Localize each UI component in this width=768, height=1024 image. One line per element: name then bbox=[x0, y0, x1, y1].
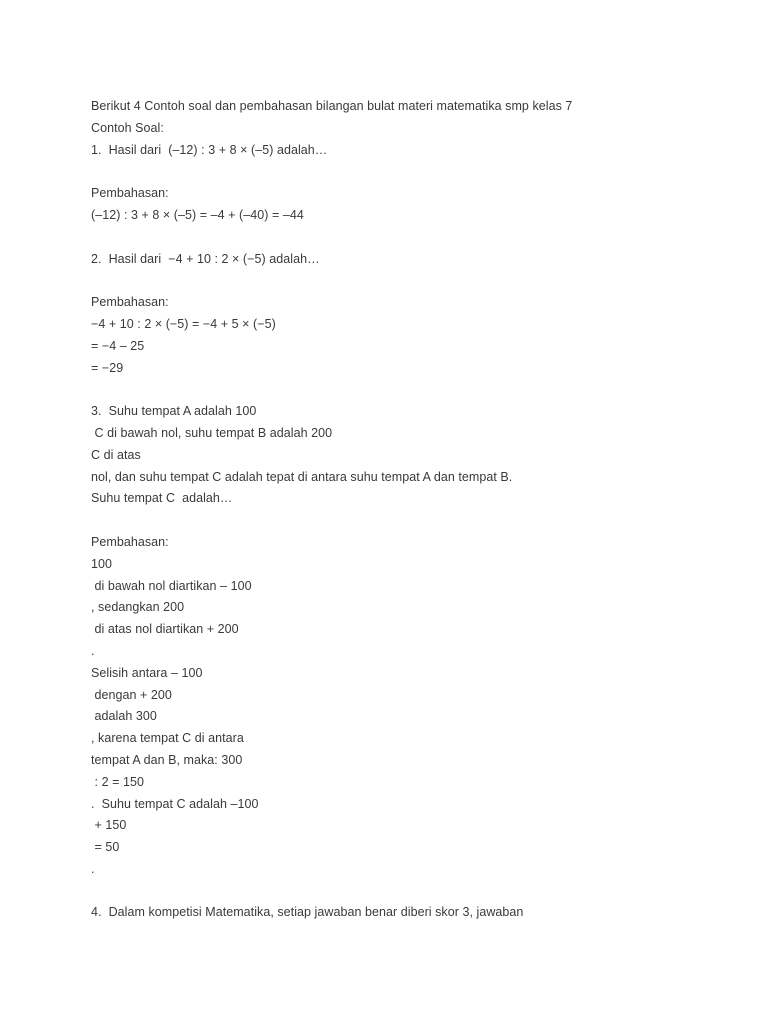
doc-line: Pembahasan: bbox=[91, 295, 169, 310]
doc-line: . bbox=[91, 643, 95, 658]
doc-line: Selisih antara – 100 bbox=[91, 665, 203, 680]
blank-line bbox=[91, 227, 731, 249]
doc-line: , sedangkan 200 bbox=[91, 600, 185, 615]
doc-line: Contoh Soal: bbox=[91, 120, 164, 135]
doc-line: , karena tempat C di antara bbox=[91, 731, 244, 746]
doc-line: nol, dan suhu tempat C adalah tepat di antara suhu tempat A dan tempat B. bbox=[91, 469, 513, 484]
doc-line: (–12) : 3 + 8 × (–5) = –4 + (–40) = –44 bbox=[91, 207, 304, 222]
doc-line: : 2 = 150 bbox=[91, 774, 144, 789]
doc-line: = −29 bbox=[91, 360, 124, 375]
doc-line: Berikut 4 Contoh soal dan pembahasan bilangan bulat materi matematika smp kelas 7 bbox=[91, 99, 573, 113]
doc-line: tempat A dan B, maka: 300 bbox=[91, 752, 243, 767]
doc-line: 4. Dalam kompetisi Matematika, setiap jawaban benar diberi skor 3, jawaban bbox=[91, 905, 524, 920]
doc-line: Pembahasan: bbox=[91, 534, 169, 549]
doc-line: di atas nol diartikan + 200 bbox=[91, 622, 239, 637]
doc-line: di bawah nol diartikan – 100 bbox=[91, 578, 252, 593]
doc-line: 100 bbox=[91, 556, 113, 571]
doc-line: C di bawah nol, suhu tempat B adalah 200 bbox=[91, 425, 333, 440]
doc-line: . Suhu tempat C adalah –100 bbox=[91, 796, 259, 811]
doc-line: 2. Hasil dari −4 + 10 : 2 × (−5) adalah… bbox=[91, 251, 320, 266]
blank-line bbox=[91, 379, 731, 401]
doc-line: + 150 bbox=[91, 818, 127, 833]
doc-line: Suhu tempat C adalah… bbox=[91, 491, 233, 506]
doc-line: = −4 – 25 bbox=[91, 338, 145, 353]
document-body bbox=[91, 96, 731, 924]
doc-line: C di atas bbox=[91, 447, 141, 462]
doc-line: Pembahasan: bbox=[91, 186, 169, 201]
doc-line: adalah 300 bbox=[91, 709, 157, 724]
doc-line: dengan + 200 bbox=[91, 687, 172, 702]
doc-line: = 50 bbox=[91, 840, 120, 855]
blank-line bbox=[91, 510, 731, 532]
blank-line bbox=[91, 881, 731, 903]
blank-line bbox=[91, 161, 731, 183]
doc-line: −4 + 10 : 2 × (−5) = −4 + 5 × (−5) bbox=[91, 316, 276, 331]
blank-line bbox=[91, 270, 731, 292]
doc-line: 3. Suhu tempat A adalah 100 bbox=[91, 404, 257, 419]
doc-line: 1. Hasil dari (–12) : 3 + 8 × (–5) adalah… bbox=[91, 142, 328, 157]
doc-line: . bbox=[91, 861, 95, 876]
